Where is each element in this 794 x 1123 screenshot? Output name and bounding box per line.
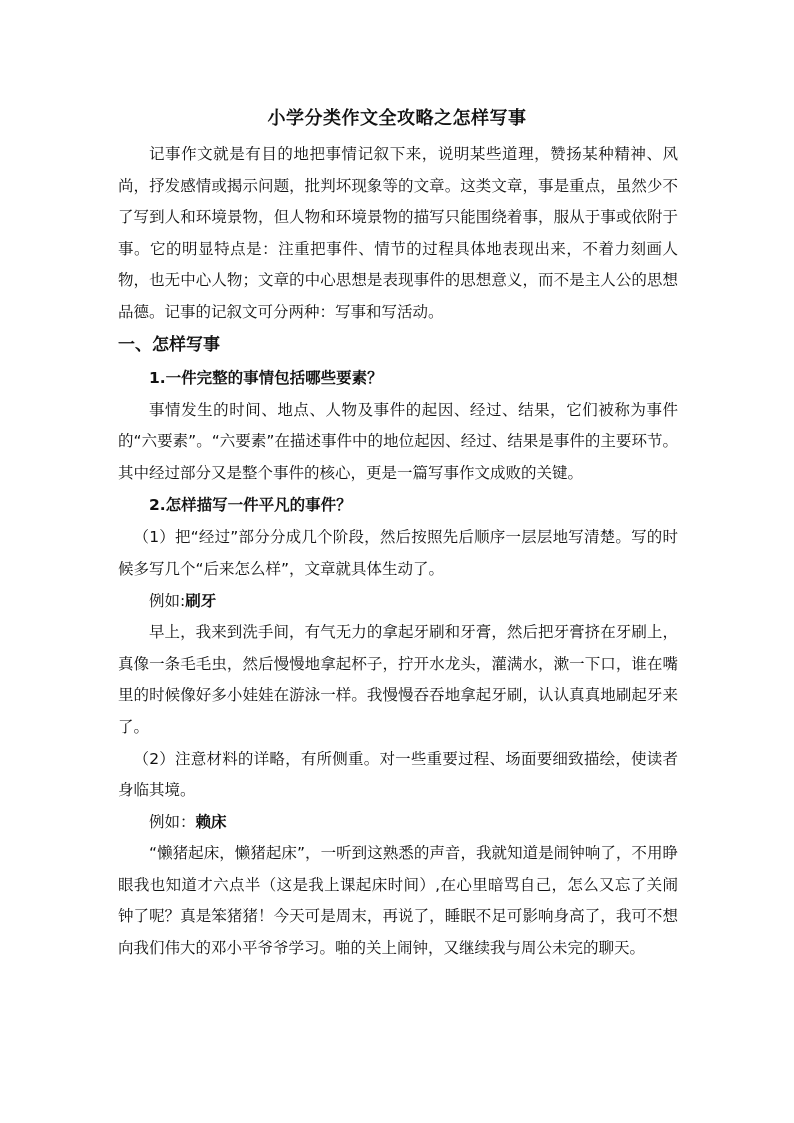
example1-title: 刷牙 (185, 591, 217, 610)
document-body (118, 139, 678, 965)
point2-paragraph: （2）注意材料的详略，有所侧重。对一些重要过程、场面要细致描绘，使读者身临其境。 (118, 749, 678, 800)
example2-label: 例如： (149, 812, 196, 831)
question1-heading: 1.一件完整的事情包括哪些要素？ (149, 368, 383, 387)
point1-paragraph: （1）把“经过”部分分成几个阶段，然后按照先后顺序一层层地写清楚。写的时候多写几个“后来怎么样”，文章就具体生动了。 (118, 528, 678, 578)
question1-answer: 事情发生的时间、地点、人物及事件的起因、经过、结果，它们被称为事件的“六要素”。“六要素”在描述事件中的地位起因、经过、结果是事件的主要环节。其中经过部分又是整个事件的核心，更是一篇写事作文成败的关键。 (118, 400, 678, 482)
example1-line (118, 586, 678, 618)
section-heading: 一、怎样写事 (118, 334, 220, 355)
example2-line (118, 807, 678, 839)
document-title: 小学分类作文全攻略之怎样写事 (267, 108, 527, 129)
example2-title: 赖床 (195, 812, 227, 831)
example1-label: 例如: (149, 591, 186, 610)
question2-heading: 2.怎样描写一件平凡的事件？ (149, 496, 352, 515)
example1-text: 早上，我来到洗手间，有气无力的拿起牙刷和牙膏，然后把牙膏挤在牙刷上，真像一条毛毛虫，然后慢慢地拿起杯子，拧开水龙头，灌满水，漱一下口，谁在嘴里的时候像好多小娃娃在游泳一样。我慢慢吞吞地拿起牙刷，认认真真地刷起牙来了。 (118, 623, 678, 736)
intro-paragraph: 记事作文就是有目的地把事情记叙下来，说明某些道理，赞扬某种精神、风尚，抒发感情或揭示问题，批判坏现象等的文章。这类文章，事是重点，虽然少不了写到人和环境景物，但人物和环境景物的描写只能围绕着事，服从于事或依附于事。它的明显特点是：注重把事件、情节的过程具体地表现出来，不着力刻画人物，也无中心人物；文章的中心思想是表现事件的思想意义，而不是主人公的思想品德。记事的记叙文可分两种：写事和写活动。 (118, 145, 678, 321)
example2-text: “懒猪起床，懒猪起床”，一听到这熟悉的声音，我就知道是闹钟响了，不用睁眼我也知道才六点半（这是我上课起床时间）,在心里暗骂自己，怎么又忘了关闹钟了呢？真是笨猪猪！今天可是周末，再说了，睡眠不足可影响身高了，我可不想向我们伟大的邓小平爷爷学习。啪的关上闹钟，又继续我与周公未完的聊天。 (118, 844, 678, 958)
